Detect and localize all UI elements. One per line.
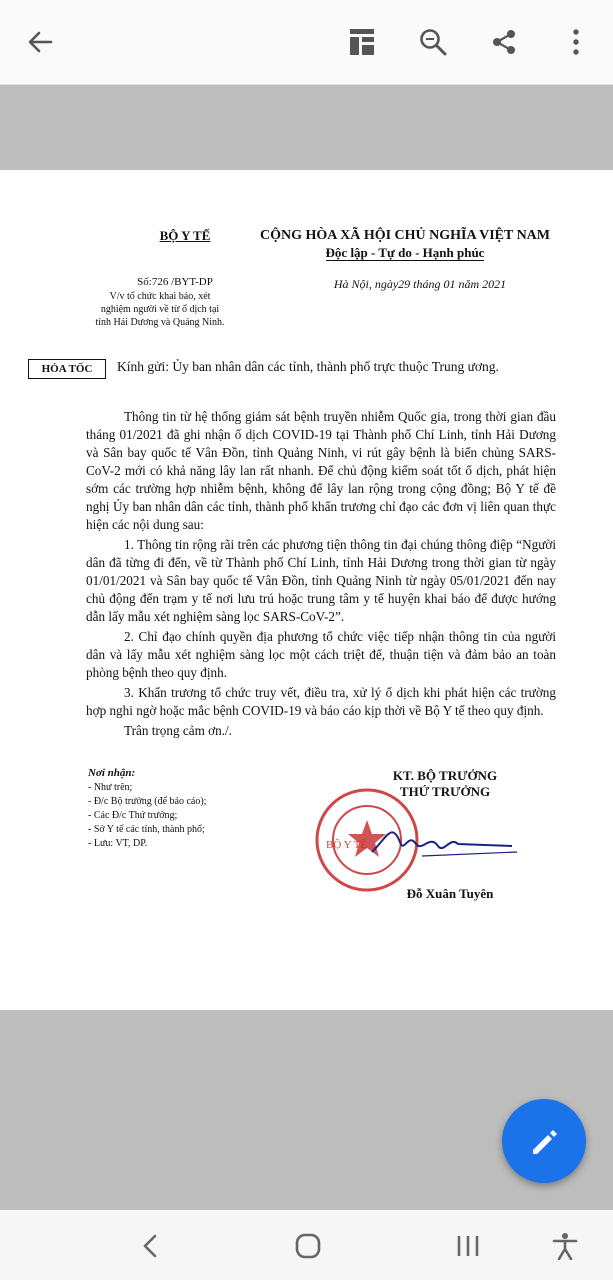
recipients-title: Nơi nhận: (88, 767, 136, 779)
document-body (86, 408, 556, 740)
paragraph-1: 1. Thông tin rộng rãi trên các phương tiện thông tin đại chúng thông điệp “Người dân đã từng đi đến, về từ Thành phố Chí Linh, tỉnh Hải Dương trong thời gian từ ngày 01/01/2021 và Sân bay quốc tế Vân Đồn, tỉnh Quảng Ninh từ ngày 05/01/2021 đến nay chủ động đến trạm y tế nơi lưu trú hoặc trung tâm y tế huyện khai báo để được hướng dẫn lấy mẫu xét nghiệm sàng lọc SARS-CoV-2”. (86, 537, 556, 624)
signer-name: Đỗ Xuân Tuyên (406, 886, 494, 901)
arrow-left-icon[interactable] (20, 22, 60, 62)
document-date: Hà Nội, ngày29 tháng 01 năm 2021 (333, 277, 507, 291)
nav-recents-icon[interactable] (446, 1224, 490, 1268)
nav-home-icon[interactable] (286, 1224, 330, 1268)
edit-pencil-icon (527, 1124, 561, 1158)
paragraph-3: 3. Khẩn trương tổ chức truy vết, điều tra, xử lý ổ dịch khi phát hiện các trường hợp nghi ngờ hoặc mắc bệnh COVID-19 và báo cáo kịp thời về Bộ Y tế theo quy định. (86, 685, 556, 718)
document-subject: V/v tổ chức khai báo, xét nghiệm người về từ ổ dịch tại tỉnh Hải Dương và Quảng Ninh. (95, 291, 225, 328)
more-vertical-icon[interactable] (556, 22, 596, 62)
country-name: CỘNG HÒA XÃ HỘI CHỦ NGHĨA VIỆT NAM (259, 228, 550, 243)
urgent-label: HỎA TỐC (28, 359, 106, 379)
recipients-list: - Như trên; - Đ/c Bộ trưởng (để báo cáo); - Các Đ/c Thứ trưởng; - Sở Y tế các tỉnh, thành phố; - Lưu: VT, DP. (88, 782, 207, 849)
document-page[interactable] (0, 170, 613, 1010)
viewer-background-top (0, 85, 613, 170)
official-stamp-icon (312, 782, 522, 902)
ministry-name: BỘ Y TẾ (159, 228, 211, 243)
closing-line: Trân trọng cảm ơn./. (124, 723, 232, 738)
search-zoom-icon[interactable] (413, 22, 453, 62)
national-motto: Độc lập - Tự do - Hạnh phúc (325, 245, 485, 260)
nav-back-icon[interactable] (128, 1224, 172, 1268)
document-view-icon[interactable] (342, 22, 382, 62)
signature-title: KT. BỘ TRƯỞNG THỨ TRƯỞNG (392, 768, 498, 799)
app-toolbar (0, 0, 613, 85)
system-navigation-bar (0, 1210, 613, 1280)
document-number: Số:726 /BYT-DP (137, 276, 213, 288)
share-icon[interactable] (484, 22, 524, 62)
paragraph-2: 2. Chỉ đạo chính quyền địa phương tổ chức việc tiếp nhận thông tin của người dân và lấy mẫu xét nghiệm sàng lọc một cách triệt để, thuận tiện và đảm bảo an toàn phòng bệnh theo quy định. (86, 629, 556, 680)
paragraph-intro: Thông tin từ hệ thống giám sát bệnh truyền nhiễm Quốc gia, trong thời gian đầu tháng 01/2021 đã ghi nhận ổ dịch COVID-19 tại Thành phố Chí Linh, tỉnh Hải Dương và Sân bay quốc tế Vân Đồn, tỉnh Quảng Ninh, vi rút gây bệnh là biến chủng SARS-CoV-2 mới có khả năng lây lan rất nhanh. Để chủ động kiểm soát tốt ổ dịch, phát hiện sớm các trường hợp nhiễm bệnh, không để lây lan rộng trong cộng đồng; Bộ Y tế đề nghị Ủy ban nhân dân các tỉnh, thành phố khẩn trương chỉ đạo các đơn vị liên quan thực hiện các nội dung sau: (86, 409, 556, 532)
edit-fab-button[interactable] (502, 1099, 586, 1183)
addressee: Kính gửi: Ủy ban nhân dân các tỉnh, thành phố trực thuộc Trung ương. (117, 359, 499, 374)
svg-text:BỘ Y TẾ: BỘ Y TẾ (326, 839, 368, 851)
accessibility-icon[interactable] (543, 1224, 587, 1268)
